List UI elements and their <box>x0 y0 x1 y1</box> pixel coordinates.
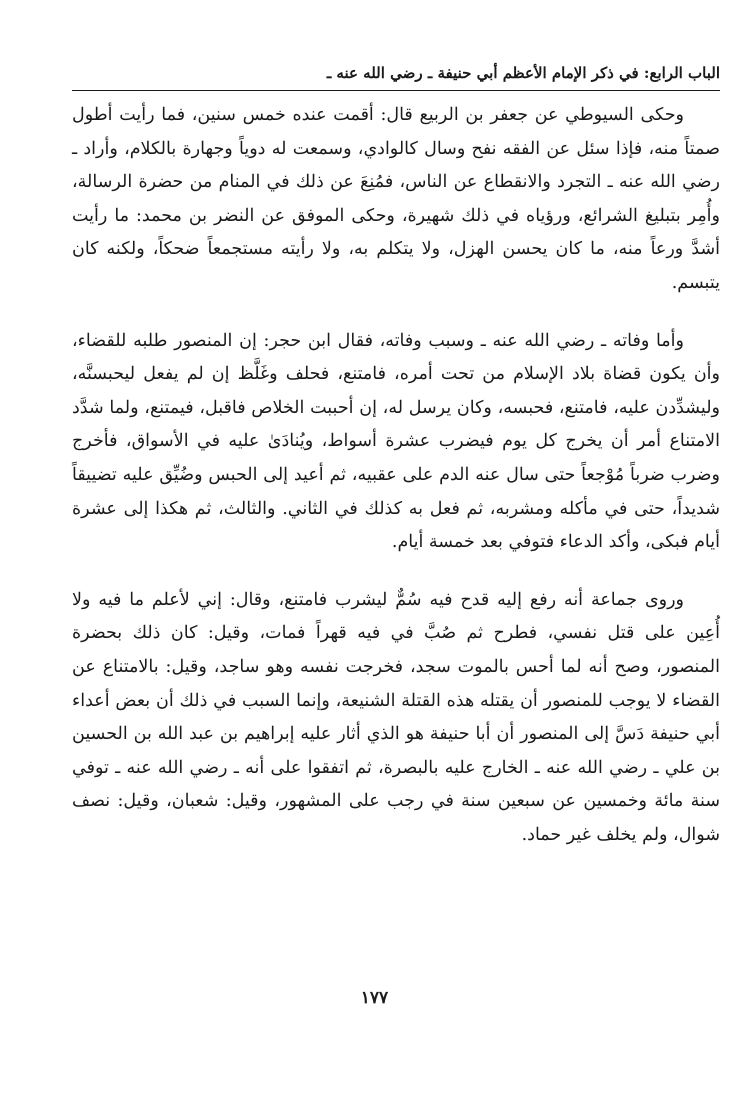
book-page <box>72 56 720 1076</box>
page-number: ١٧٧ <box>360 988 389 1008</box>
paragraph-death-account: وأما وفاته ـ رضي الله عنه ـ وسبب وفاته، فقال ابن حجر: إن المنصور طلبه للقضاء، وأن يكون قضاة بلاد الإسلام من تحت أمره، فامتنع، فحلف وغَلَّظ إن لم يفعل ليحبسنَّه، وليشدِّدن عليه، فامتنع، فحبسه، وكان يرسل له، إن أحببت الخلاص فاقبل، فيمتنع، ولما شدَّد الامتناع أمر أن يخرج كل يوم فيضرب عشرة أسواط، ويُنادَىٰ عليه في الأسواق، فأخرج وضرب ضرباً مُوْجعاً حتى سال عنه الدم على عقبيه، ثم أعيد إلى الحبس وضُيِّق عليه تضييقاً شديداً، حتى في مأكله ومشربه، ثم فعل به كذلك في الثاني. والثالث، ثم هكذا إلى عشرة أيام فبكى، وأكد الدعاء فتوفي بعد خمسة أيام. <box>72 330 720 553</box>
paragraph-poison-account: وروى جماعة أنه رفع إليه قدح فيه سُمٌّ ليشرب فامتنع، وقال: إني لأعلم ما فيه ولا أُعِين على قتل نفسي، فطرح ثم صُبَّ في فيه قهراً فمات، وقيل: كان ذلك بحضرة المنصور، وصح أنه لما أحس بالموت سجد، فخرجت نفسه وهو ساجد، وقيل: بالامتناع عن القضاء لا يوجب للمنصور أن يقتله هذه القتلة الشنيعة، وإنما السبب في ذلك أن بعض أعداء أبي حنيفة دَسَّ إلى المنصور أن أبا حنيفة هو الذي أثار عليه إبراهيم بن عبد الله بن الحسين بن علي ـ رضي الله عنه ـ الخارج عليه بالبصرة، ثم اتفقوا على أنه ـ رضي الله عنه ـ توفي سنة مائة وخمسين عن سبعين سنة في رجب على المشهور، وقيل: شعبان، وقيل: نصف شوال، ولم يخلف غير حماد. <box>72 589 720 845</box>
body-text <box>72 99 720 852</box>
running-head: الباب الرابع: في ذكر الإمام الأعظم أبي حنيفة ـ رضي الله عنه ـ <box>326 64 720 82</box>
paragraph-scholar-description: وحكى السيوطي عن جعفر بن الربيع قال: أقمت عنده خمس سنين، فما رأيت أطول صمتاً منه، فإذا سئل عن الفقه نفح وسال كالوادي، وسمعت له دوياً وجهارة بالكلام، وأراد ـ رضي الله عنه ـ التجرد والانقطاع عن الناس، فمُنِعَ عن ذلك في المنام من حضرة الرسالة، وأُمِر بتبليغ الشرائع، ورؤياه في ذلك شهيرة، وحكى الموفق عن النضر بن محمد: ما رأيت أشدَّ ورعاً منه، ما كان يحسن الهزل، ولا يتكلم به، ولا رأيته مستجمعاً ضحكاً، ولكنه كان يتبسم. <box>72 105 720 293</box>
header-rule <box>72 90 720 91</box>
